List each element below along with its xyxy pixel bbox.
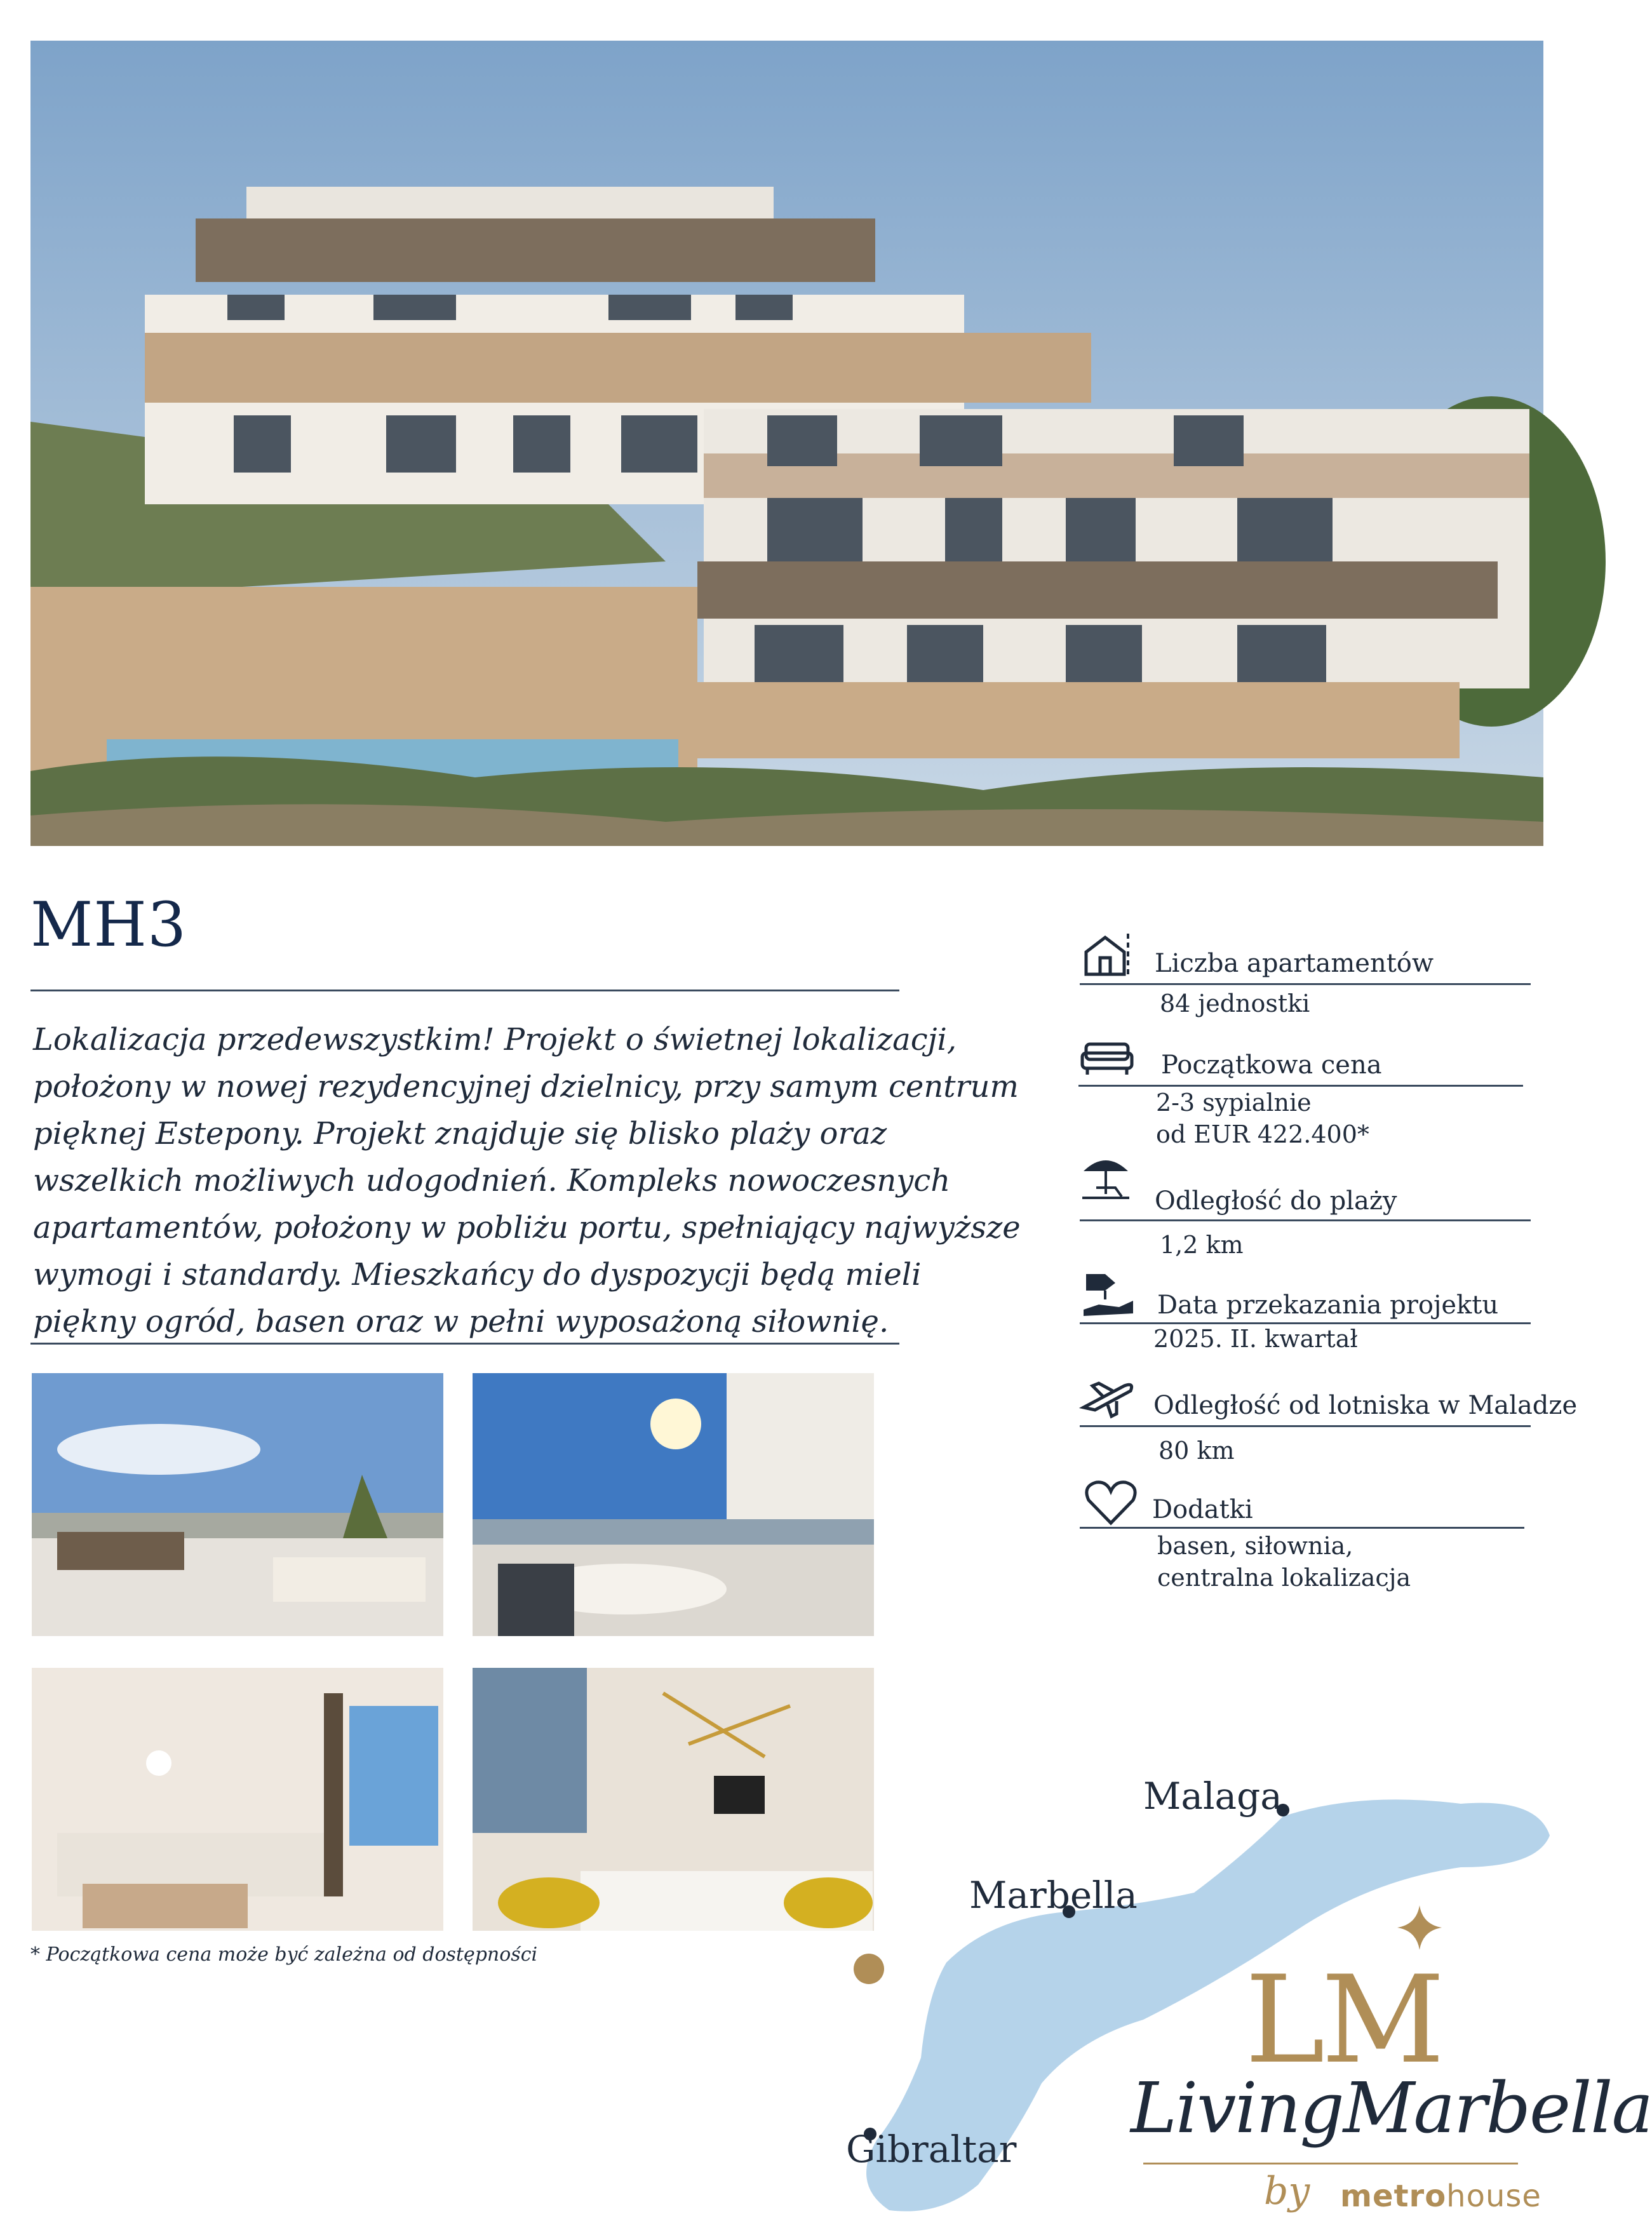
logo-metro-rest: house [1446,2178,1541,2214]
logo-metro-bold: metro [1340,2178,1447,2214]
feature-label-price: Początkowa cena [1161,1050,1382,1080]
feature-value-extras: basen, siłownia, [1157,1532,1353,1560]
feature-value-bedrooms: 2-3 sypialnie [1156,1089,1312,1117]
feature-divider [1080,983,1531,985]
title-divider [30,990,899,991]
gallery-photo-pergola [473,1373,874,1636]
sparkle-icon [1397,1905,1442,1950]
house-icon [1080,930,1137,981]
feature-value-price: od EUR 422.400* [1156,1120,1369,1148]
feature-value-extras-location: centralna lokalizacja [1157,1564,1411,1592]
feature-value-handover: 2025. II. kwartał [1153,1325,1358,1353]
map-label-marbella: Marbella [969,1874,1138,1917]
logo-monogram: LM [1245,1950,1441,2090]
project-title: MH3 [30,889,187,960]
sofa-icon [1078,1031,1136,1082]
logo-by: by [1264,2169,1310,2213]
project-description: Lokalizacja przedewszystkim! Projekt o świetnej lokalizacji, położony w nowej rezydencyjnej dzielnicy, przy samym centrum pięknej Estepony. Projekt znajduje się blisko plaży oraz wszelkich możliwych udogodnień. Kompleks nowoczesnych apartamentów, położony w pobliżu portu, spełniający najwyższe wymogi i standardy. Mieszkańcy do dyspozycji będą mieli piękny ogród, basen oraz w pełni wyposażoną siłownię. [33,1022,1021,1339]
feature-divider [1080,1219,1531,1221]
beach-umbrella-icon [1077,1152,1134,1203]
gallery-photo-dining [473,1668,874,1931]
feature-divider [1080,1527,1524,1529]
feature-label-airport: Odległość od lotniska w Maladze [1153,1391,1578,1420]
feature-value-apartments: 84 jednostki [1160,990,1310,1017]
description-divider [30,1343,899,1345]
airplane-icon [1080,1374,1137,1425]
feature-label-apartments: Liczba apartamentów [1155,949,1434,978]
feature-value-airport: 80 km [1158,1437,1235,1465]
feature-value-beach: 1,2 km [1160,1231,1244,1259]
key-hand-icon [1080,1268,1137,1319]
logo-wordmark: LivingMarbella [1131,2067,1652,2149]
heart-icon [1082,1477,1139,1528]
feature-divider [1080,1425,1531,1427]
map-label-gibraltar: Gibraltar [846,2128,1017,2171]
feature-label-handover: Data przekazania projektu [1157,1291,1499,1320]
feature-label-beach: Odległość do plaży [1155,1186,1397,1216]
logo-divider [1143,2163,1518,2164]
logo-metrohouse [1340,2178,1541,2214]
gallery-photo-terrace [32,1373,443,1636]
map-label-malaga: Malaga [1143,1775,1282,1818]
feature-divider [1078,1085,1523,1087]
price-footnote: * Początkowa cena może być zależna od dostępności [30,1943,538,1966]
gallery-photo-living-room [32,1668,443,1931]
feature-label-extras: Dodatki [1152,1495,1253,1524]
hero-image [30,41,1543,846]
feature-divider [1080,1322,1531,1324]
